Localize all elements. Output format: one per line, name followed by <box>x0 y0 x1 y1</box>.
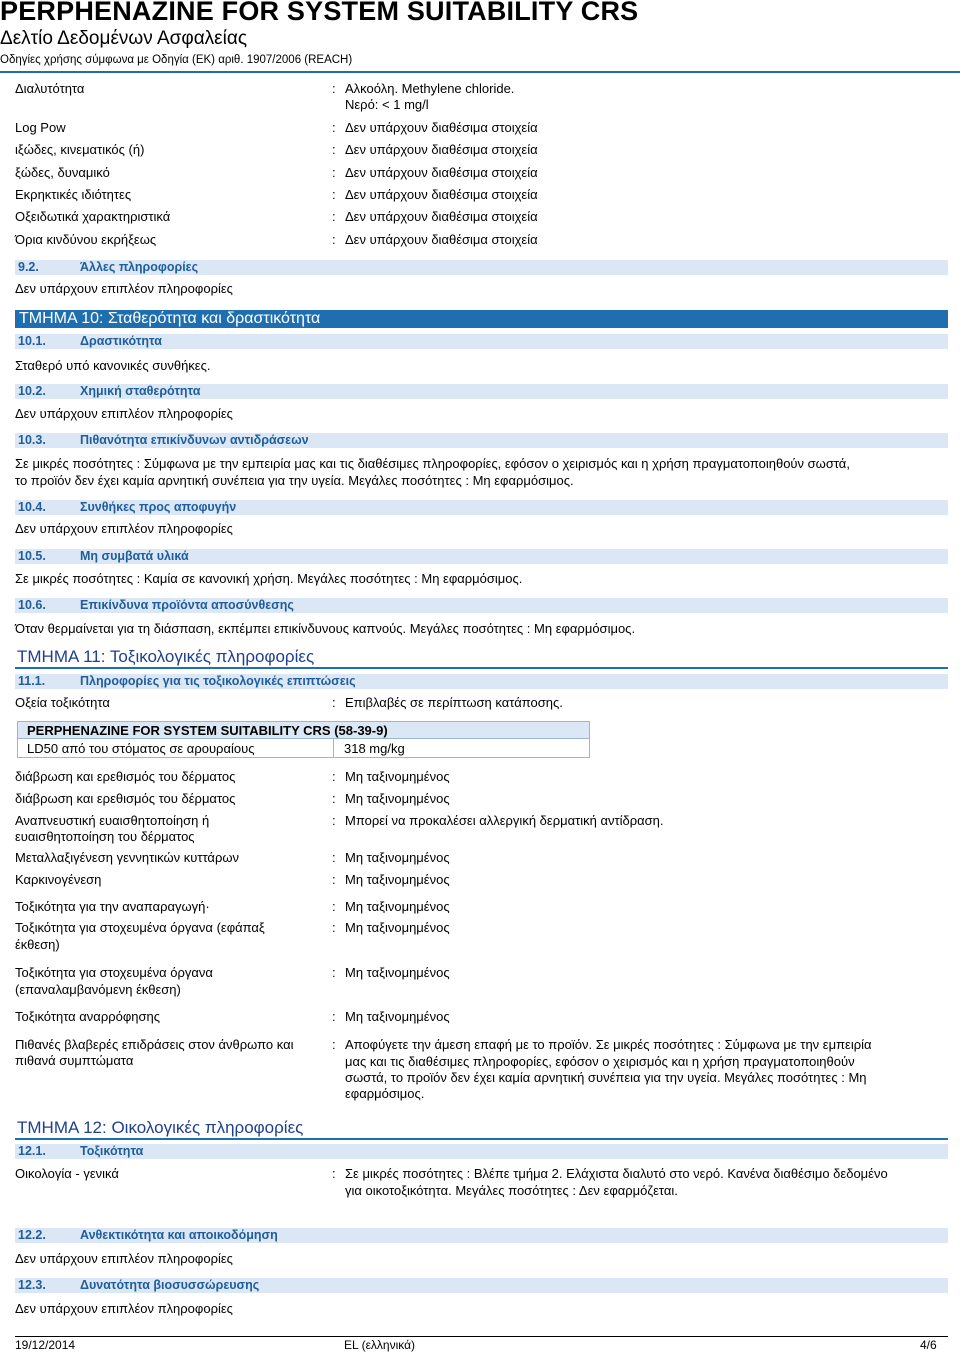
prop-label-explosive: Εκρηκτικές ιδιότητες <box>15 187 132 202</box>
subsection-number: 12.3. <box>18 1278 46 1292</box>
subsection-text-10-3-line2: το προϊόν δεν έχει καμία αρνητική συνέπεια για την υγεία. Μεγάλες ποσότητες : Μη εφαρμόσιμος. <box>15 473 574 488</box>
subsection-title: Δραστικότητα <box>80 334 162 348</box>
tox-item-value: Μη ταξινομημένος <box>345 872 450 887</box>
subsection-number: 10.2. <box>18 384 46 398</box>
ecology-label: Οικολογία - γενικά <box>15 1166 119 1181</box>
effects-label-line2: πιθανά συμπτώματα <box>15 1053 134 1068</box>
tox-item-label: διάβρωση και ερεθισμός του δέρματος <box>15 769 236 784</box>
subsection-text-10-5: Σε μικρές ποσότητες : Καμία σε κανονική χρήση. Μεγάλες ποσότητες : Μη εφαρμόσιμος. <box>15 571 523 586</box>
tox-item-value: Μη ταξινομημένος <box>345 920 450 935</box>
directive-text: Οδηγίες χρήσης σύμφωνα με Οδηγία (ΕΚ) αριθ. 1907/2006 (REACH) <box>0 54 353 66</box>
effects-value-line3: σωστά, το προϊόν δεν έχει καμία αρνητική συνέπεια για την υγεία. Μεγάλες ποσότητες : Μη <box>345 1070 867 1085</box>
ecology-value-line2: για οικοτοξικότητα. Μεγάλες ποσότητες : Δεν εφαρμόζεται. <box>345 1183 678 1198</box>
subsection-title: Άλλες πληροφορίες <box>80 260 199 274</box>
prop-label-solubility: Διαλυτότητα <box>15 81 85 96</box>
tox-item-label: Τοξικότητα αναρρόφησης <box>15 1009 161 1024</box>
subsection-title: Δυνατότητα βιοσυσσώρευσης <box>80 1278 260 1292</box>
table-cell-label: LD50 από του στόματος σε αρουραίους <box>27 741 255 756</box>
footer-date: 19/12/2014 <box>15 1338 76 1352</box>
subsection-number: 12.2. <box>18 1228 46 1242</box>
subsection-number: 10.4. <box>18 500 46 514</box>
section-title: ΤΜΗΜΑ 10: Σταθερότητα και δραστικότητα <box>19 310 321 327</box>
colon: : <box>332 850 336 865</box>
effects-value-line2: μας και τις διαθέσιμες πληροφορίες, εφόσον ο χειρισμός και η χρήση πραγματοποιηθούν <box>345 1054 855 1069</box>
subsection-text-10-6: Όταν θερμαίνεται για τη διάσπαση, εκπέμπει επικίνδυνους καπνούς. Μεγάλες ποσότητες : Μη εφαρμόσιμος. <box>15 621 636 636</box>
tox-item-value: Μη ταξινομημένος <box>345 1009 450 1024</box>
tox-item-label-line2: ευαισθητοποίηση του δέρματος <box>15 829 195 844</box>
subsection-title: Μη συμβατά υλικά <box>80 549 189 563</box>
prop-value-solubility-water: Νερό: < 1 mg/l <box>345 97 429 112</box>
subsection-header-12-1 <box>15 1144 948 1159</box>
table-cell-value: 318 mg/kg <box>344 741 405 756</box>
section-header-10 <box>15 310 948 328</box>
subsection-title: Ανθεκτικότητα και αποικοδόμηση <box>80 1228 278 1242</box>
subsection-header-10-2 <box>15 384 948 399</box>
prop-value-dynamic-viscosity: Δεν υπάρχουν διαθέσιμα στοιχεία <box>345 165 538 180</box>
subsection-text-10-1: Σταθερό υπό κανονικές συνθήκες. <box>15 358 211 373</box>
section-header-12-rule <box>15 1138 948 1140</box>
tox-item-value: Μη ταξινομημένος <box>345 899 450 914</box>
document-subtitle: Δελτίο Δεδομένων Ασφαλείας <box>0 28 248 49</box>
prop-label-kinematic-viscosity: ιξώδες, κινεματικός (ή) <box>15 142 145 157</box>
subsection-header-10-6 <box>15 598 948 613</box>
colon: : <box>332 187 336 202</box>
section-title-12: ΤΜΗΜΑ 12: Οικολογικές πληροφορίες <box>17 1118 304 1137</box>
subsection-text-10-3-line1: Σε μικρές ποσότητες : Σύμφωνα με την εμπειρία μας και τις διαθέσιμες πληροφορίες, εφόσον ο χειρισμός και η χρήση πραγματοποιηθούν σωστά, <box>15 456 850 471</box>
colon: : <box>332 1009 336 1024</box>
tox-item-value: Μη ταξινομημένος <box>345 791 450 806</box>
subsection-header-10-5 <box>15 549 948 564</box>
acute-toxicity-label: Οξεία τοξικότητα <box>15 695 110 710</box>
colon: : <box>332 965 336 980</box>
tox-item-label: Αναπνευστική ευαισθητοποίηση ή <box>15 813 210 828</box>
colon: : <box>332 81 336 96</box>
subsection-title: Επικίνδυνα προϊόντα αποσύνθεσης <box>80 598 294 612</box>
document-title: PERPHENAZINE FOR SYSTEM SUITABILITY CRS <box>0 0 639 26</box>
colon: : <box>332 120 336 135</box>
tox-item-value: Μη ταξινομημένος <box>345 965 450 980</box>
colon: : <box>332 165 336 180</box>
tox-item-label: Μεταλλαξιγένεση γεννητικών κυττάρων <box>15 850 239 865</box>
subsection-text-12-3: Δεν υπάρχουν επιπλέον πληροφορίες <box>15 1301 233 1316</box>
tox-item-value: Μπορεί να προκαλέσει αλλεργική δερματική αντίδραση. <box>345 813 664 828</box>
effects-value-line1: Αποφύγετε την άμεση επαφή με το προϊόν. Σε μικρές ποσότητες : Σύμφωνα με την εμπειρία <box>345 1037 872 1052</box>
colon: : <box>332 1037 336 1052</box>
subsection-header-10-3 <box>15 433 948 448</box>
prop-value-oxidizing: Δεν υπάρχουν διαθέσιμα στοιχεία <box>345 209 538 224</box>
subsection-number: 10.1. <box>18 334 46 348</box>
table-row <box>17 739 590 758</box>
tox-item-label-line2: (επαναλαμβανόμενη έκθεση) <box>15 982 181 997</box>
subsection-header-12-2 <box>15 1228 948 1243</box>
footer-language: EL (ελληνικά) <box>344 1338 416 1352</box>
header-divider <box>0 71 960 73</box>
tox-item-label: Καρκινογένεση <box>15 872 102 887</box>
subsection-number: 10.5. <box>18 549 46 563</box>
prop-value-explosion-limits: Δεν υπάρχουν διαθέσιμα στοιχεία <box>345 232 538 247</box>
tox-item-value: Μη ταξινομημένος <box>345 850 450 865</box>
colon: : <box>332 209 336 224</box>
prop-value-explosive: Δεν υπάρχουν διαθέσιμα στοιχεία <box>345 187 538 202</box>
colon: : <box>332 872 336 887</box>
subsection-title: Χημική σταθερότητα <box>80 384 201 398</box>
subsection-number: 9.2. <box>18 260 39 274</box>
colon: : <box>332 142 336 157</box>
subsection-title: Πιθανότητα επικίνδυνων αντιδράσεων <box>80 433 309 447</box>
colon: : <box>332 695 336 710</box>
subsection-title: Τοξικότητα <box>80 1144 144 1158</box>
subsection-number: 10.3. <box>18 433 46 447</box>
colon: : <box>332 791 336 806</box>
prop-label-oxidizing: Οξειδωτικά χαρακτηριστικά <box>15 209 171 224</box>
colon: : <box>332 899 336 914</box>
prop-value-kinematic-viscosity: Δεν υπάρχουν διαθέσιμα στοιχεία <box>345 142 538 157</box>
subsection-title: Πληροφορίες για τις τοξικολογικές επιπτώσεις <box>80 674 356 688</box>
subsection-text-9-2: Δεν υπάρχουν επιπλέον πληροφορίες <box>15 281 233 296</box>
table-header-text: PERPHENAZINE FOR SYSTEM SUITABILITY CRS (58-39-9) <box>27 723 388 738</box>
prop-label-explosion-limits: Όρια κινδύνου εκρήξεως <box>15 232 157 247</box>
prop-value-logpow: Δεν υπάρχουν διαθέσιμα στοιχεία <box>345 120 538 135</box>
colon: : <box>332 1166 336 1181</box>
section-header-11-rule <box>15 667 948 669</box>
tox-item-value: Μη ταξινομημένος <box>345 769 450 784</box>
tox-item-label: Τοξικότητα για στοχευμένα όργανα (εφάπαξ <box>15 920 265 935</box>
subsection-header-11-1 <box>15 674 948 689</box>
prop-label-logpow: Log Pow <box>15 120 66 135</box>
effects-value-line4: εφαρμόσιμος. <box>345 1086 425 1101</box>
subsection-text-10-2: Δεν υπάρχουν επιπλέον πληροφορίες <box>15 406 233 421</box>
colon: : <box>332 769 336 784</box>
colon: : <box>332 813 336 828</box>
subsection-number: 11.1. <box>18 674 46 688</box>
subsection-text-12-2: Δεν υπάρχουν επιπλέον πληροφορίες <box>15 1251 233 1266</box>
prop-label-dynamic-viscosity: ξώδες, δυναμικό <box>15 165 110 180</box>
colon: : <box>332 232 336 247</box>
table-header <box>17 721 590 739</box>
subsection-header-12-3 <box>15 1278 948 1293</box>
tox-item-label: διάβρωση και ερεθισμός του δέρματος <box>15 791 236 806</box>
table-cell-divider <box>333 739 334 757</box>
prop-value-solubility: Αλκοόλη. Methylene chloride. <box>345 81 515 96</box>
tox-item-label-line2: έκθεση) <box>15 937 60 952</box>
ecology-value-line1: Σε μικρές ποσότητες : Βλέπε τμήμα 2. Ελάχιστα διαλυτό στο νερό. Κανένα διαθέσιμο δεδομένο <box>345 1166 888 1181</box>
subsection-header-10-1 <box>15 334 948 349</box>
subsection-number: 10.6. <box>18 598 46 612</box>
subsection-number: 12.1. <box>18 1144 46 1158</box>
footer-divider <box>15 1336 948 1337</box>
footer-page-number: 4/6 <box>920 1338 937 1352</box>
tox-item-label: Τοξικότητα για στοχευμένα όργανα <box>15 965 213 980</box>
subsection-title: Συνθήκες προς αποφυγήν <box>80 500 237 514</box>
subsection-header-10-4 <box>15 500 948 515</box>
subsection-text-10-4: Δεν υπάρχουν επιπλέον πληροφορίες <box>15 521 233 536</box>
colon: : <box>332 920 336 935</box>
effects-label: Πιθανές βλαβερές επιδράσεις στον άνθρωπο και <box>15 1037 294 1052</box>
section-title-11: ΤΜΗΜΑ 11: Τοξικολογικές πληροφορίες <box>17 647 315 666</box>
subsection-header-9-2 <box>15 260 948 275</box>
tox-item-label: Τοξικότητα για την αναπαραγωγή· <box>15 899 210 914</box>
acute-toxicity-value: Επιβλαβές σε περίπτωση κατάποσης. <box>345 695 563 710</box>
